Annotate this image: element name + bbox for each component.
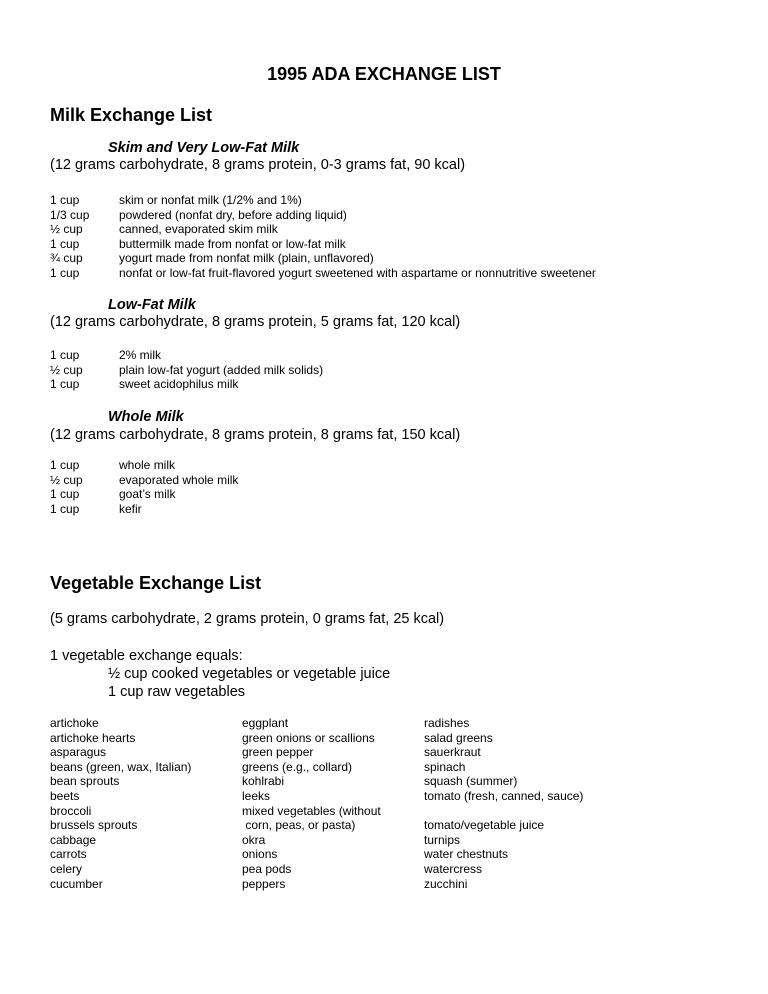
list-item <box>50 222 750 237</box>
milk-heading: Milk Exchange List <box>50 105 213 125</box>
list-item: greens (e.g., collard) <box>242 759 353 774</box>
list-item: zucchini <box>424 876 468 891</box>
list-item <box>50 377 750 392</box>
low-fat-milk-subheading: Low-Fat Milk <box>108 297 196 313</box>
list-item: asparagus <box>50 745 107 760</box>
list-item: tomato/vegetable juice <box>424 818 545 833</box>
whole-milk-list <box>50 458 750 518</box>
list-item <box>50 251 750 266</box>
food: yogurt made from nonfat milk (plain, unflavored) <box>119 251 374 266</box>
list-item: tomato (fresh, canned, sauce) <box>424 788 584 803</box>
amount: 1/3 cup <box>50 207 90 222</box>
list-item: turnips <box>424 832 461 847</box>
skim-milk-subheading: Skim and Very Low-Fat Milk <box>108 140 300 156</box>
list-item: beans (green, wax, Italian) <box>50 759 192 774</box>
list-item: leeks <box>242 788 271 803</box>
whole-milk-subheading: Whole Milk <box>108 409 184 425</box>
food: canned, evaporated skim milk <box>119 222 278 237</box>
amount: 1 cup <box>50 377 80 392</box>
list-item: brussels sprouts <box>50 818 138 833</box>
list-item: green onions or scallions <box>242 730 375 745</box>
list-item: corn, peas, or pasta) <box>242 818 356 833</box>
vegetable-heading: Vegetable Exchange List <box>50 573 262 593</box>
list-item: cucumber <box>50 876 103 891</box>
food: whole milk <box>119 458 176 472</box>
list-item: artichoke <box>50 716 99 730</box>
list-item: water chestnuts <box>424 847 509 862</box>
list-item: pea pods <box>242 861 292 876</box>
list-item <box>50 487 750 502</box>
list-item: eggplant <box>242 716 289 730</box>
list-item: sauerkraut <box>424 745 481 760</box>
list-item <box>50 193 750 208</box>
amount: 1 cup <box>50 487 80 502</box>
list-item: kohlrabi <box>242 774 285 789</box>
list-item: radishes <box>424 716 470 730</box>
food: sweet acidophilus milk <box>119 377 239 392</box>
skim-milk-macros: (12 grams carbohydrate, 8 grams protein, 0-3 grams fat, 90 kcal) <box>50 157 466 173</box>
food: goat’s milk <box>119 487 176 502</box>
list-item: green pepper <box>242 745 314 760</box>
list-item <box>50 266 750 281</box>
amount: 1 cup <box>50 236 80 251</box>
list-item: carrots <box>50 847 87 862</box>
list-spacer <box>424 804 583 819</box>
amount: ½ cup <box>50 222 83 237</box>
vegetable-equals-label: 1 vegetable exchange equals: <box>50 648 243 664</box>
amount: 1 cup <box>50 193 80 207</box>
list-item <box>50 473 750 488</box>
food: nonfat or low-fat fruit-flavored yogurt sweetened with aspartame or nonnutritive sweetener <box>119 265 596 280</box>
list-item: beets <box>50 788 80 803</box>
list-item: spinach <box>424 759 466 774</box>
vegetable-column-3 <box>424 716 583 891</box>
list-item <box>50 348 750 363</box>
page-title: 1995 ADA EXCHANGE LIST <box>267 64 501 84</box>
vegetable-equivalent: 1 cup raw vegetables <box>108 684 246 700</box>
list-item <box>50 458 750 473</box>
list-item: mixed vegetables (without <box>242 803 381 818</box>
list-item <box>50 502 750 517</box>
amount: ½ cup <box>50 472 83 487</box>
whole-milk-macros: (12 grams carbohydrate, 8 grams protein, 8 grams fat, 150 kcal) <box>50 427 461 443</box>
amount: 1 cup <box>50 501 80 516</box>
list-item <box>50 237 750 252</box>
food: powdered (nonfat dry, before adding liquid) <box>119 207 347 222</box>
amount: ¾ cup <box>50 251 83 266</box>
low-fat-milk-list <box>50 348 750 393</box>
food: buttermilk made from nonfat or low-fat milk <box>119 236 346 251</box>
list-item: artichoke hearts <box>50 730 136 745</box>
list-item <box>50 363 750 378</box>
food: kefir <box>119 501 142 516</box>
list-item: celery <box>50 861 83 876</box>
list-item: onions <box>242 847 278 862</box>
vegetable-column-1 <box>50 716 191 891</box>
low-fat-milk-macros: (12 grams carbohydrate, 8 grams protein, 5 grams fat, 120 kcal) <box>50 314 461 330</box>
amount: 1 cup <box>50 458 80 472</box>
food: evaporated whole milk <box>119 472 239 487</box>
list-item: watercress <box>424 861 483 876</box>
amount: 1 cup <box>50 348 80 362</box>
list-item <box>50 208 750 223</box>
amount: 1 cup <box>50 265 80 280</box>
list-item: peppers <box>242 876 286 891</box>
amount: ½ cup <box>50 362 83 377</box>
list-item: bean sprouts <box>50 774 120 789</box>
skim-milk-list <box>50 193 750 283</box>
list-item: broccoli <box>50 803 92 818</box>
vegetable-macros: (5 grams carbohydrate, 2 grams protein, 0 grams fat, 25 kcal) <box>50 611 445 627</box>
vegetable-column-2 <box>242 716 381 891</box>
list-item: okra <box>242 832 266 847</box>
vegetable-equivalent: ½ cup cooked vegetables or vegetable juice <box>108 666 391 682</box>
list-item: cabbage <box>50 832 97 847</box>
list-item: salad greens <box>424 730 493 745</box>
food: plain low-fat yogurt (added milk solids) <box>119 362 324 377</box>
food: 2% milk <box>119 348 162 362</box>
food: skim or nonfat milk (1/2% and 1%) <box>119 193 302 207</box>
list-item: squash (summer) <box>424 774 518 789</box>
